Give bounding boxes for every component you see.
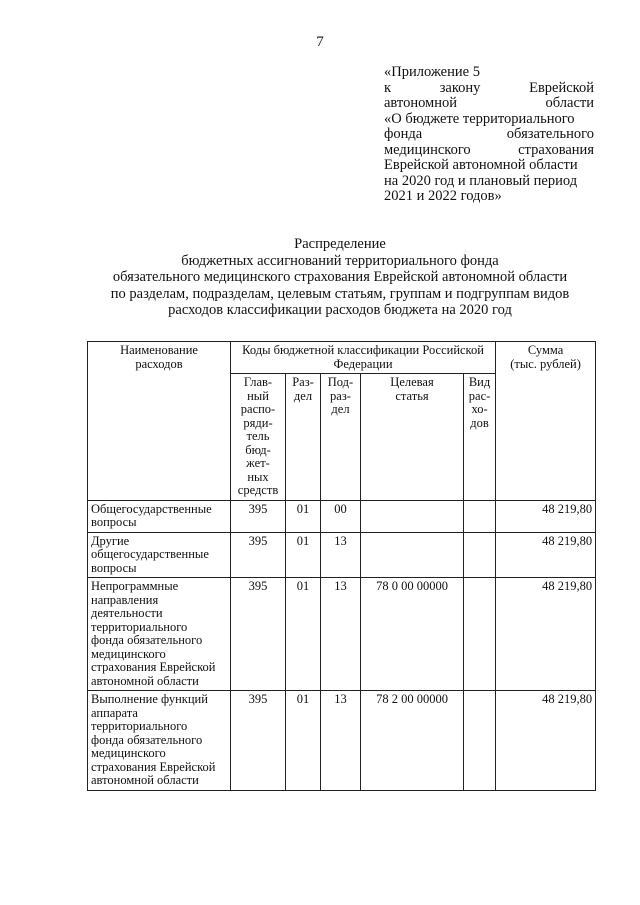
row-sum: 48 219,80 — [496, 578, 596, 691]
row-razdel: 01 — [286, 578, 321, 691]
row-podrazdel: 13 — [321, 691, 361, 791]
header-vid: Вид рас- хо- дов — [464, 374, 496, 501]
row-razdel: 01 — [286, 691, 321, 791]
row-glavny: 395 — [231, 532, 286, 578]
header-razdel: Раз- дел — [286, 374, 321, 501]
row-podrazdel: 00 — [321, 500, 361, 532]
appendix-header — [384, 65, 594, 205]
row-celevaya — [361, 500, 464, 532]
row-vid — [464, 691, 496, 791]
row-name: Другие общегосударственные вопросы — [88, 532, 231, 578]
appendix-line — [384, 143, 594, 159]
header-codes: Коды бюджетной классификации Российской Федерации — [231, 342, 496, 374]
row-vid — [464, 578, 496, 691]
appendix-line — [384, 127, 594, 143]
appendix-line: «Приложение 5 — [384, 64, 480, 80]
row-vid — [464, 500, 496, 532]
row-podrazdel: 13 — [321, 532, 361, 578]
page-number: 7 — [316, 34, 324, 50]
appendix-word: обязательного — [506, 126, 594, 142]
row-celevaya — [361, 532, 464, 578]
row-razdel: 01 — [286, 500, 321, 532]
table-row — [88, 532, 596, 578]
row-name: Выполнение функций аппарата территориального фонда обязательного медицинского страхования Еврейской автономной области — [88, 691, 231, 791]
appendix-line: 2021 и 2022 годов» — [384, 188, 502, 204]
row-sum: 48 219,80 — [496, 691, 596, 791]
appendix-word: области — [545, 95, 594, 111]
header-sum: Сумма (тыс. рублей) — [496, 342, 596, 501]
appendix-line — [384, 81, 594, 97]
budget-table — [87, 341, 596, 791]
row-sum: 48 219,80 — [496, 532, 596, 578]
appendix-line: «О бюджете территориального — [384, 110, 575, 127]
appendix-word: медицинского — [384, 141, 471, 158]
row-glavny: 395 — [231, 500, 286, 532]
header-glavny: Глав- ный распо- ряди- тель бюд- жет- ных средств — [231, 374, 286, 501]
row-vid — [464, 532, 496, 578]
appendix-line: на 2020 год и плановый период — [384, 172, 578, 189]
appendix-word: Еврейской — [529, 79, 594, 96]
appendix-word: страхования — [518, 141, 594, 158]
header-name: Наименование расходов — [88, 342, 231, 501]
appendix-word: автономной — [384, 95, 457, 111]
appendix-word: закону — [439, 79, 481, 96]
row-name: Непрограммные направления деятельности территориального фонда обязательного медицинского страхования Еврейской автономной области — [88, 578, 231, 691]
title-line: расходов классификации расходов бюджета на 2020 год — [168, 302, 512, 318]
table-row — [88, 500, 596, 532]
appendix-word: к — [384, 79, 392, 96]
table-row — [88, 691, 596, 791]
title-line: Распределение — [294, 236, 386, 252]
row-glavny: 395 — [231, 578, 286, 691]
row-podrazdel: 13 — [321, 578, 361, 691]
row-celevaya: 78 2 00 00000 — [361, 691, 464, 791]
appendix-line: Еврейской автономной области — [384, 157, 578, 173]
title-line: обязательного медицинского страхования Еврейской автономной области — [112, 269, 568, 285]
row-sum: 48 219,80 — [496, 500, 596, 532]
table-row — [88, 578, 596, 691]
row-glavny: 395 — [231, 691, 286, 791]
row-razdel: 01 — [286, 532, 321, 578]
appendix-word: фонда — [384, 126, 423, 142]
header-podrazdel: Под- раз- дел — [321, 374, 361, 501]
document-title — [60, 236, 620, 319]
header-celevaya: Целевая статья — [361, 374, 464, 501]
title-line: по разделам, подразделам, целевым статьям, группам и подгруппам видов — [110, 285, 570, 302]
title-line: бюджетных ассигнований территориального фонда — [181, 252, 499, 269]
row-celevaya: 78 0 00 00000 — [361, 578, 464, 691]
row-name: Общегосударственные вопросы — [88, 500, 231, 532]
appendix-line — [384, 96, 594, 112]
